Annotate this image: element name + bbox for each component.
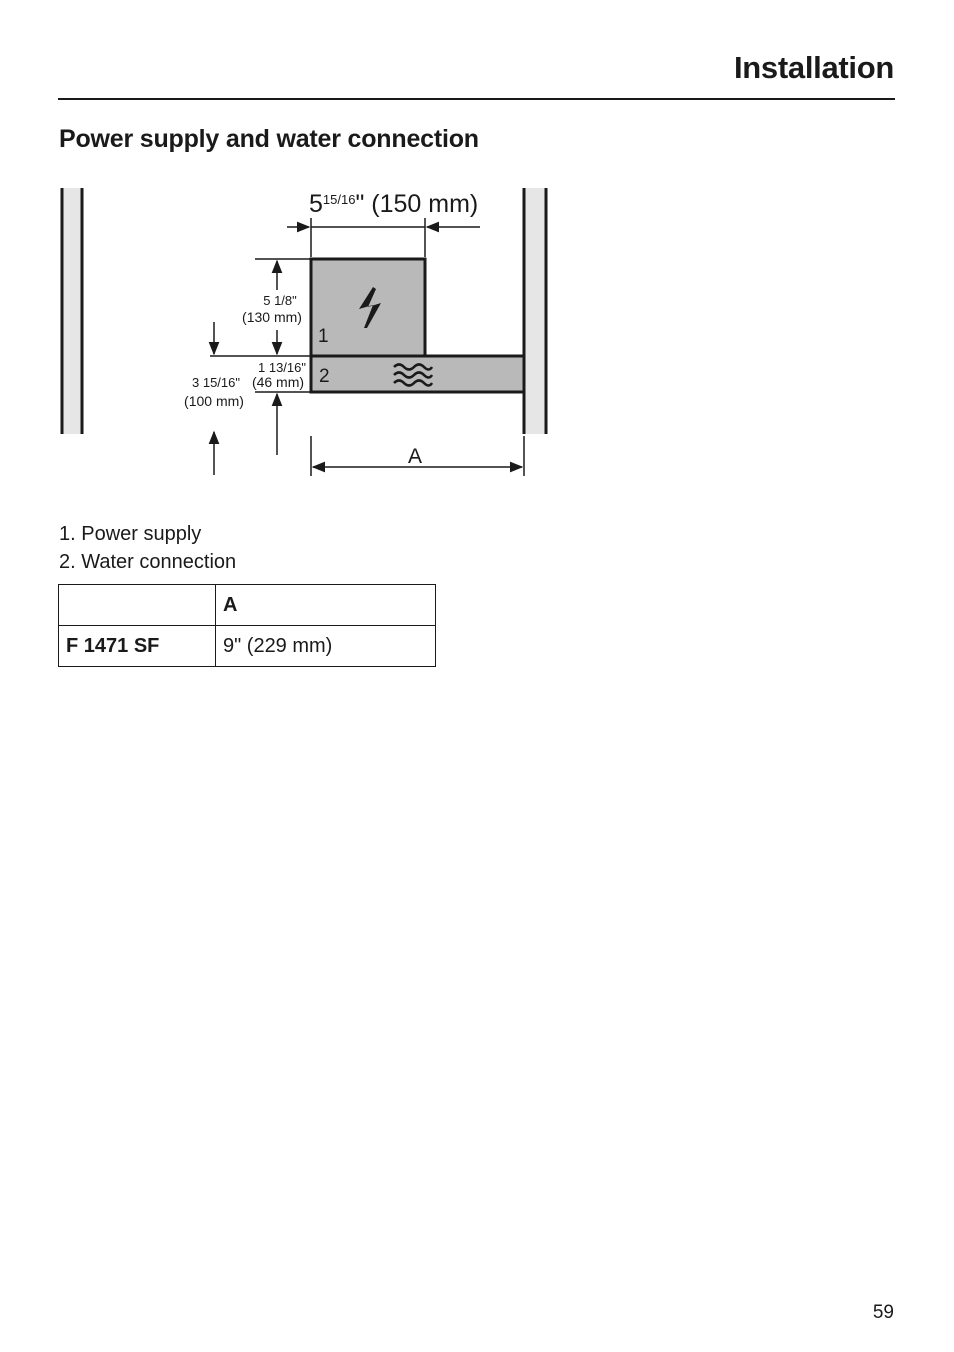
right-wall	[524, 188, 546, 434]
item-1-label: 1	[318, 326, 329, 347]
floor-height-mm-label: (100 mm)	[184, 393, 244, 409]
strip-height-mm-label: (46 mm)	[251, 374, 305, 390]
box-height-inch-label: 5 1/8"	[263, 293, 297, 308]
diagram-legend	[59, 520, 236, 576]
connection-diagram	[0, 0, 954, 500]
model-cell: F 1471 SF	[59, 626, 216, 667]
item-2-label: 2	[319, 366, 330, 387]
left-wall	[62, 188, 82, 434]
table-header-row	[59, 585, 436, 626]
strip-height-inch-label: 1 13/16"	[258, 360, 306, 375]
section-title: Power supply and water connection	[59, 125, 479, 153]
legend-item-power-supply: 1. Power supply	[59, 523, 202, 545]
dimension-a-cell: 9" (229 mm)	[216, 626, 436, 667]
table-header-cell-a: A	[216, 585, 436, 626]
legend-item-water-connection: 2. Water connection	[59, 551, 237, 573]
page-header-title: Installation	[733, 50, 894, 85]
spec-table	[58, 584, 436, 667]
dimension-a-label: A	[407, 445, 423, 468]
floor-height-inch-label: 3 15/16"	[192, 375, 240, 390]
page-number: 59	[872, 1302, 894, 1323]
table-row	[59, 626, 436, 667]
table-header-cell	[59, 585, 216, 626]
box-height-mm-label: (130 mm)	[242, 309, 302, 325]
width-dimension-label: $5^{15/16}$" (150 mm)	[309, 190, 479, 218]
